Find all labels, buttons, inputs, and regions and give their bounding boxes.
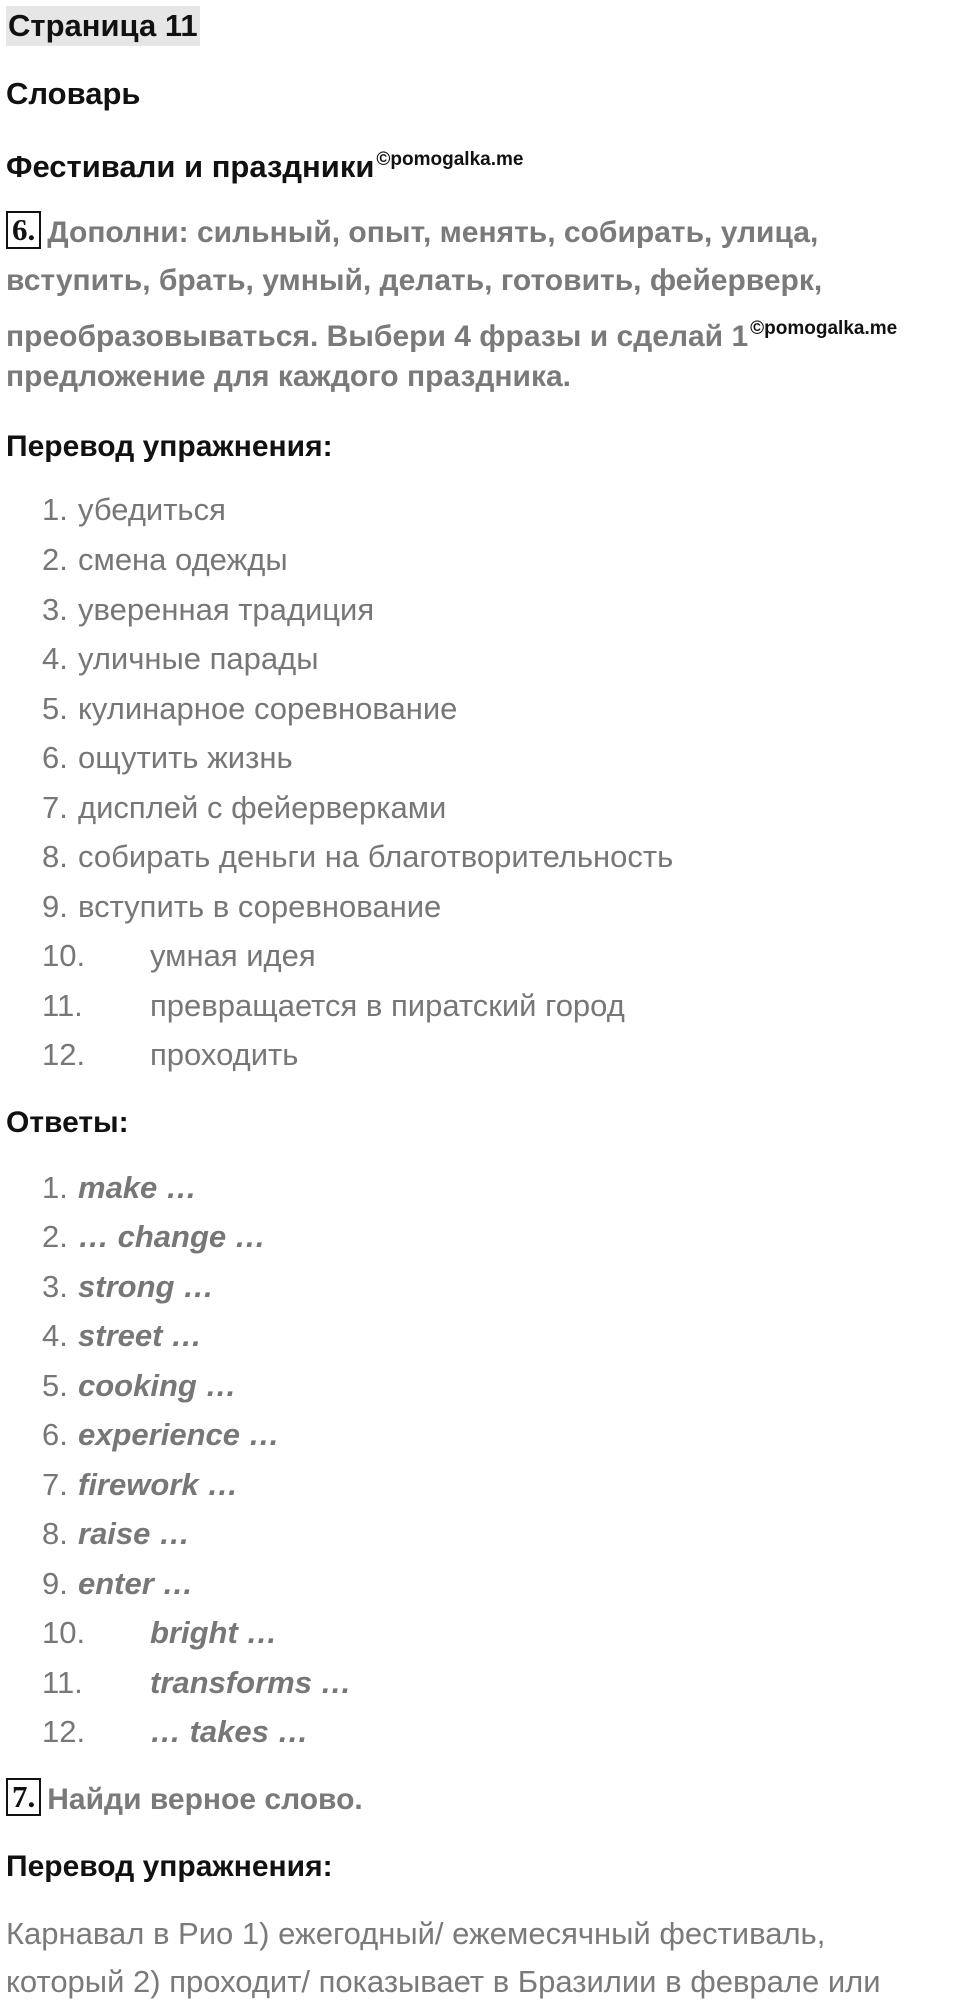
- list-item: 9. enter …: [42, 1566, 194, 1601]
- paragraph-line: который 2) проходит/ показывает в Бразилии в феврале или: [6, 1964, 881, 1999]
- list-item: 7. firework …: [42, 1467, 239, 1502]
- list-item: 4. street …: [42, 1318, 203, 1353]
- paragraph-line: Карнавал в Рио 1) ежегодный/ ежемесячный фестиваль,: [6, 1916, 826, 1951]
- list-item: 3. strong …: [42, 1269, 215, 1304]
- list-item: 4. уличные парады: [42, 641, 319, 676]
- instruction-line: преобразовываться. Выбери 4 фразы и сделай 1 $^{©pomogalka.me}$: [6, 318, 898, 353]
- instruction-line: 6. Дополни: сильный, опыт, менять, собирать, улица,: [6, 209, 818, 257]
- list-item: 5. кулинарное соревнование: [42, 691, 458, 726]
- list-item: 7. дисплей с фейерверками: [42, 790, 447, 825]
- list-item: 12. … takes …: [42, 1714, 309, 1749]
- page-title: Страница 11: [6, 6, 200, 46]
- list-item: 6. ощутить жизнь: [42, 740, 293, 775]
- topic-text: Фестивали и праздники: [6, 149, 375, 184]
- list-item: 10. умная идея: [42, 938, 316, 973]
- list-item: 12. проходить: [42, 1037, 299, 1072]
- translation-heading: Перевод упражнения:: [6, 430, 333, 463]
- instruction-line: вступить, брать, умный, делать, готовить, фейерверк,: [6, 264, 823, 297]
- instruction-line: предложение для каждого праздника.: [6, 360, 571, 393]
- list-item: 8. raise …: [42, 1516, 191, 1551]
- list-item: 6. experience …: [42, 1417, 280, 1452]
- exercise-number: 7.: [6, 1778, 41, 1816]
- list-item: 10. bright …: [42, 1615, 278, 1650]
- translation-heading: Перевод упражнения:: [6, 1850, 333, 1883]
- list-item: 2. смена одежды: [42, 542, 288, 577]
- watermark: ©pomogalka.me: [750, 318, 898, 339]
- list-item: 11. transforms …: [42, 1665, 352, 1700]
- instruction-line: 7. Найди верное слово.: [6, 1776, 363, 1824]
- list-item: 1. make …: [42, 1170, 197, 1205]
- topic-title: [6, 140, 523, 187]
- section-title: Словарь: [6, 76, 141, 111]
- answers-heading: Ответы:: [6, 1106, 129, 1139]
- list-item: 2. … change …: [42, 1219, 266, 1254]
- exercise-number: 6.: [6, 211, 41, 249]
- list-item: 1. убедиться: [42, 492, 226, 527]
- watermark: ©pomogalka.me: [376, 149, 524, 170]
- list-item: 3. уверенная традиция: [42, 592, 375, 627]
- list-item: 11. превращается в пиратский город: [42, 988, 625, 1023]
- list-item: 8. собирать деньги на благотворительность: [42, 839, 674, 874]
- list-item: 9. вступить в соревнование: [42, 889, 442, 924]
- list-item: 5. cooking …: [42, 1368, 237, 1403]
